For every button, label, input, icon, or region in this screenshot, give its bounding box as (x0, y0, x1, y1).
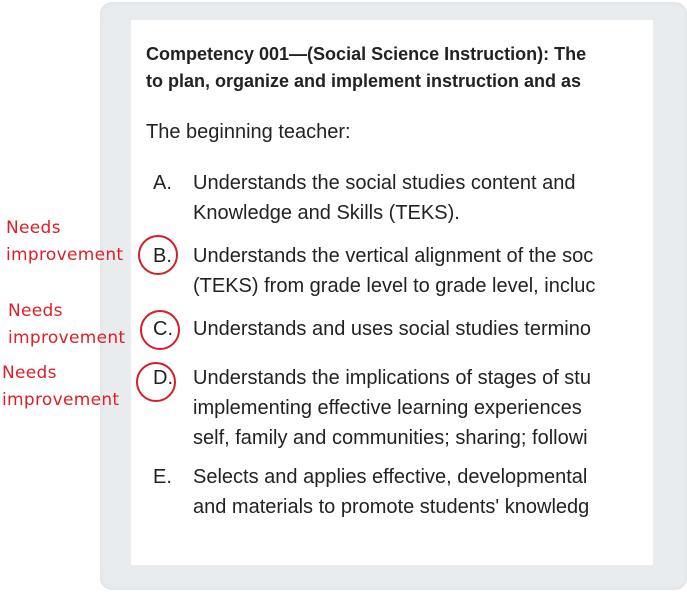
heading-line: to plan, organize and implement instruction and as (146, 71, 582, 91)
item-line: and materials to promote students' knowledg (193, 496, 590, 518)
note-line: Needs (6, 218, 61, 238)
item-line: (TEKS) from grade level to grade level, incluc (193, 275, 596, 297)
item-letter: A. (153, 172, 172, 194)
item-line: Selects and applies effective, developmental (193, 466, 588, 488)
intro-text: The beginning teacher: (146, 121, 351, 143)
competency-heading (146, 41, 653, 95)
annotation-circle-d (136, 362, 176, 402)
heading-line: Competency 001—(Social Science Instruction): The (146, 44, 587, 64)
item-letter: E. (153, 466, 172, 488)
item-text (193, 462, 653, 522)
item-letter: B. (153, 245, 172, 267)
annotation-circle-c (140, 310, 180, 350)
note-line: Needs (8, 301, 63, 321)
note-line: Needs (2, 363, 57, 383)
item-text (193, 168, 653, 228)
item-line: Understands the social studies content and (193, 172, 576, 194)
item-letter: D. (153, 367, 173, 389)
item-letter: C. (153, 318, 173, 340)
document-page (131, 20, 653, 565)
annotation-circle-b (138, 235, 178, 275)
annotation-note-c (8, 298, 125, 352)
annotation-note-b (6, 215, 123, 269)
item-line: Understands the vertical alignment of the soc (193, 245, 594, 267)
item-line: Understands the implications of stages of stu (193, 367, 591, 389)
item-text (193, 314, 653, 344)
annotation-note-d (2, 360, 119, 414)
item-text (193, 241, 653, 301)
note-line: improvement (2, 390, 120, 410)
note-line: improvement (6, 245, 124, 265)
note-line: improvement (8, 328, 126, 348)
item-line: implementing effective learning experiences (193, 397, 582, 419)
item-line: Knowledge and Skills (TEKS). (193, 202, 460, 224)
item-text (193, 363, 653, 453)
item-line: Understands and uses social studies termino (193, 318, 591, 340)
item-line: self, family and communities; sharing; followi (193, 427, 588, 449)
